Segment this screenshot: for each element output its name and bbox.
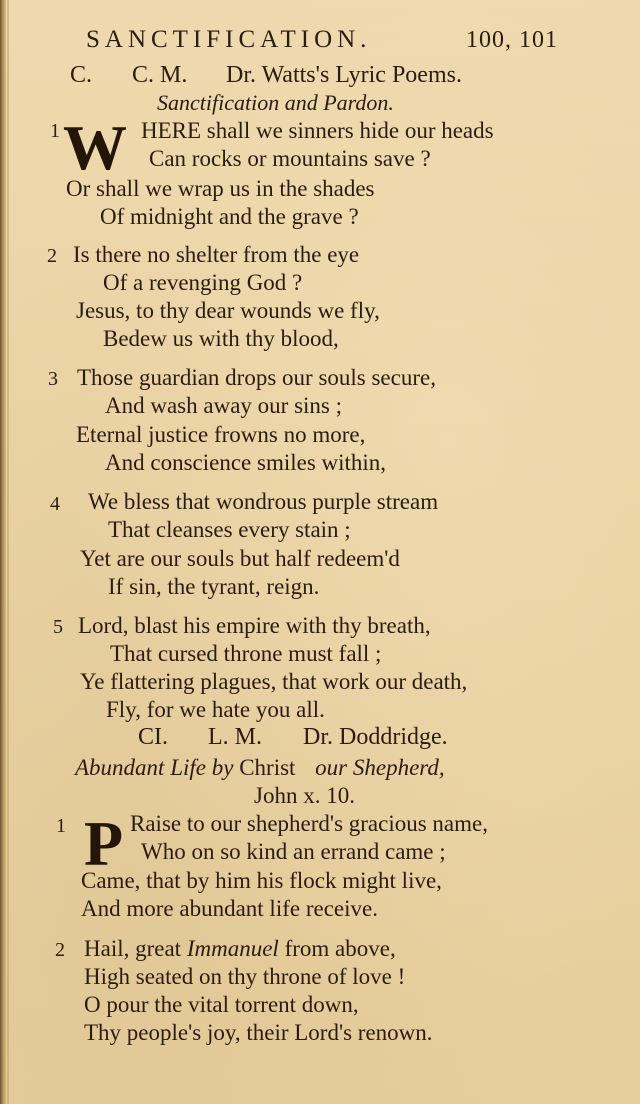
verse-line: HERE shall we sinners hide our heads [141, 118, 494, 143]
verse-line: Is there no shelter from the eye [73, 242, 360, 267]
verse-line: O pour the vital torrent down, [84, 992, 359, 1017]
hymn-author: Dr. Watts's Lyric Poems. [226, 62, 462, 88]
verse-line: That cursed throne must fall ; [110, 641, 382, 666]
hymn-meter: C. M. [132, 62, 188, 88]
verse-line: Thy people's joy, their Lord's renown. [84, 1020, 433, 1045]
verse-number: 4 [50, 493, 60, 515]
verse-line: Or shall we wrap us in the shades [66, 176, 375, 201]
verse-line: We bless that wondrous purple stream [88, 489, 439, 514]
verse-line: If sin, the tyrant, reign. [108, 574, 320, 599]
verse-line: And wash away our sins ; [105, 393, 342, 418]
verse-line: Raise to our shepherd's gracious name, [130, 811, 488, 836]
page-numbers: 100, 101 [466, 27, 558, 53]
hymn-title-part: Christ [239, 755, 296, 780]
verse-line: Eternal justice frowns no more, [76, 422, 366, 447]
verse-line-part: from above, [284, 936, 396, 961]
hymn-number: C. [70, 62, 93, 88]
hymn-number: CI. [138, 724, 168, 750]
verse-line: Came, that by him his flock might live, [81, 868, 442, 893]
verse-line-emphasis: Immanuel [186, 936, 279, 961]
verse-line: Can rocks or mountains save ? [149, 146, 431, 171]
hymn-meter: L. M. [208, 724, 262, 750]
verse-line: Of a revenging God ? [103, 270, 303, 295]
verse-line: Those guardian drops our souls secure, [77, 365, 436, 390]
verse-number: 1 [50, 120, 60, 142]
verse-number: 2 [55, 939, 65, 961]
verse-line: And conscience smiles within, [105, 450, 387, 475]
verse-line: Lord, blast his empire with thy breath, [78, 613, 431, 638]
verse-line-part: Hail, great [84, 936, 182, 961]
book-spine-edge [0, 0, 6, 1104]
book-spine-shadow [7, 0, 9, 1104]
running-head: SANCTIFICATION. [86, 26, 372, 53]
verse-line: Ye flattering plagues, that work our death, [80, 669, 468, 694]
hymn-author: Dr. Doddridge. [303, 724, 448, 750]
hymn-title-part: Abundant Life by [75, 755, 234, 780]
verse-line: Bedew us with thy blood, [103, 326, 339, 351]
verse-number: 5 [53, 616, 63, 638]
hymn-title [75, 754, 445, 782]
verse-line: Of midnight and the grave ? [100, 204, 359, 229]
drop-cap: P [84, 808, 124, 879]
verse-line: Fly, for we hate you all. [106, 697, 325, 722]
verse-line [84, 935, 396, 963]
verse-line: High seated on thy throne of love ! [84, 964, 406, 989]
verse-number: 1 [56, 815, 66, 837]
verse-line: And more abundant life receive. [81, 896, 378, 921]
verse-line: Who on so kind an errand came ; [141, 839, 446, 864]
verse-number: 3 [48, 368, 58, 390]
drop-cap: W [63, 112, 127, 183]
verse-line: Yet are our souls but half redeem'd [80, 546, 400, 571]
scripture-reference: John x. 10. [254, 783, 355, 808]
hymn-title: Sanctification and Pardon. [157, 90, 394, 115]
verse-line: That cleanses every stain ; [108, 517, 351, 542]
verse-number: 2 [47, 245, 57, 267]
hymn-title-part: our Shepherd, [315, 755, 445, 780]
verse-line: Jesus, to thy dear wounds we fly, [76, 298, 380, 323]
